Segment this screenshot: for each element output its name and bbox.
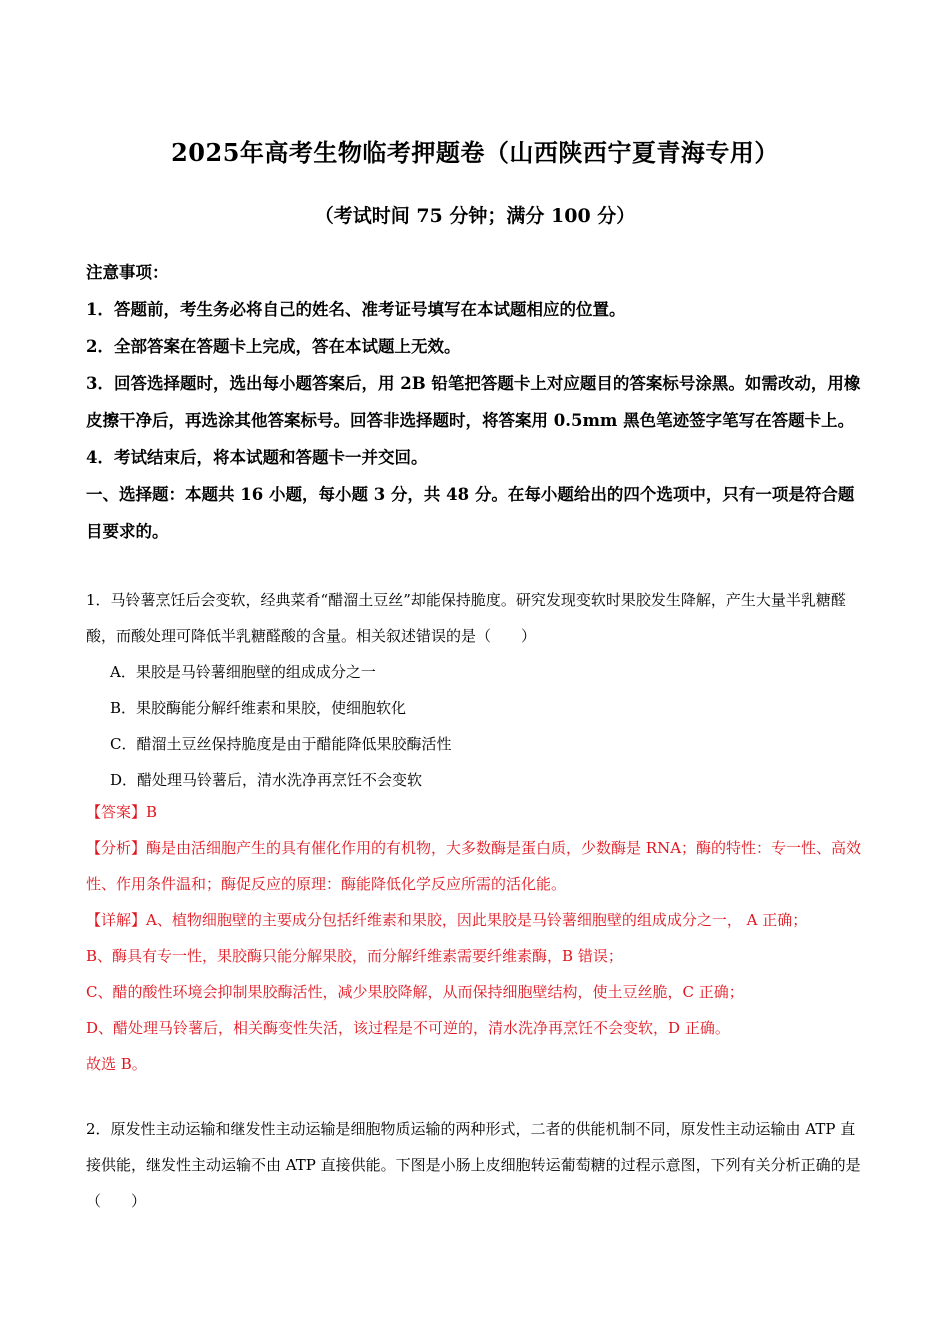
conclusion-text: 故选 B。 [86,1055,147,1073]
detail-text: 【详解】A、植物细胞壁的主要成分包括纤维素和果胶，因此果胶是马铃薯细胞壁的组成成分之一， A 正确； [86,911,808,929]
question-1 [86,582,866,798]
detail-d: D、醋处理马铃薯后，相关酶变性失活，该过程是不可逆的，清水洗净再烹饪不会变软，D 正确。 [86,1019,730,1037]
question-2 [86,1111,866,1219]
note-item: 4．考试结束后，将本试题和答题卡一并交回。 [86,448,428,467]
question-stem: 2．原发性主动运输和继发性主动运输是细胞物质运输的两种形式，二者的供能机制不同，原发性主动运输由 ATP 直接供能，继发性主动运输不由 ATP 直接供能。下图是小肠上皮细胞转运葡萄糖的过程示意图，下列有关分析正确的是（ ） [86,1120,861,1210]
option-d: D．醋处理马铃薯后，清水洗净再烹饪不会变软 [110,771,423,789]
option-b: B．果胶酶能分解纤维素和果胶，使细胞软化 [110,699,407,717]
notes-heading: 注意事项： [86,263,169,282]
exam-info: （考试时间 75 分钟；满分 100 分） [314,205,636,227]
note-item: 2．全部答案在答题卡上完成，答在本试题上无效。 [86,337,461,356]
detail-c: C、醋的酸性环境会抑制果胶酶活性，减少果胶降解，从而保持细胞壁结构，使土豆丝脆，C 正确； [86,983,744,1001]
question-stem: 1．马铃薯烹饪后会变软，经典菜肴“醋溜土豆丝”却能保持脆度。研究发现变软时果胶发生降解，产生大量半乳糖醛酸，而酸处理可降低半乳糖醛酸的含量。相关叙述错误的是（ ） [86,591,846,645]
answer-explanation [86,794,866,1082]
option-a: A．果胶是马铃薯细胞壁的组成成分之一 [110,663,376,681]
option-c: C．醋溜土豆丝保持脆度是由于醋能降低果胶酶活性 [110,735,452,753]
analysis-text: 【分析】酶是由活细胞产生的具有催化作用的有机物，大多数酶是蛋白质，少数酶是 RNA；酶的特性：专一性、高效性、作用条件温和；酶促反应的原理：酶能降低化学反应所需的活化能。 [86,839,862,893]
page-title: 2025年高考生物临考押题卷（山西陕西宁夏青海专用） [171,138,779,167]
notes-section [86,254,866,550]
note-item: 3．回答选择题时，选出每小题答案后，用 2B 铅笔把答题卡上对应题目的答案标号涂黑。如需改动，用橡皮擦干净后，再选涂其他答案标号。回答非选择题时，将答案用 0.5mm 黑色笔迹签字笔写在答题卡上。 [86,374,861,430]
answer-line: 【答案】B [86,803,158,821]
section-heading: 一、选择题：本题共 16 小题，每小题 3 分，共 48 分。在每小题给出的四个选项中，只有一项是符合题目要求的。 [86,485,855,541]
detail-b: B、酶具有专一性，果胶酶只能分解果胶，而分解纤维素需要纤维素酶，B 错误； [86,947,623,965]
note-item: 1．答题前，考生务必将自己的姓名、准考证号填写在本试题相应的位置。 [86,300,626,319]
